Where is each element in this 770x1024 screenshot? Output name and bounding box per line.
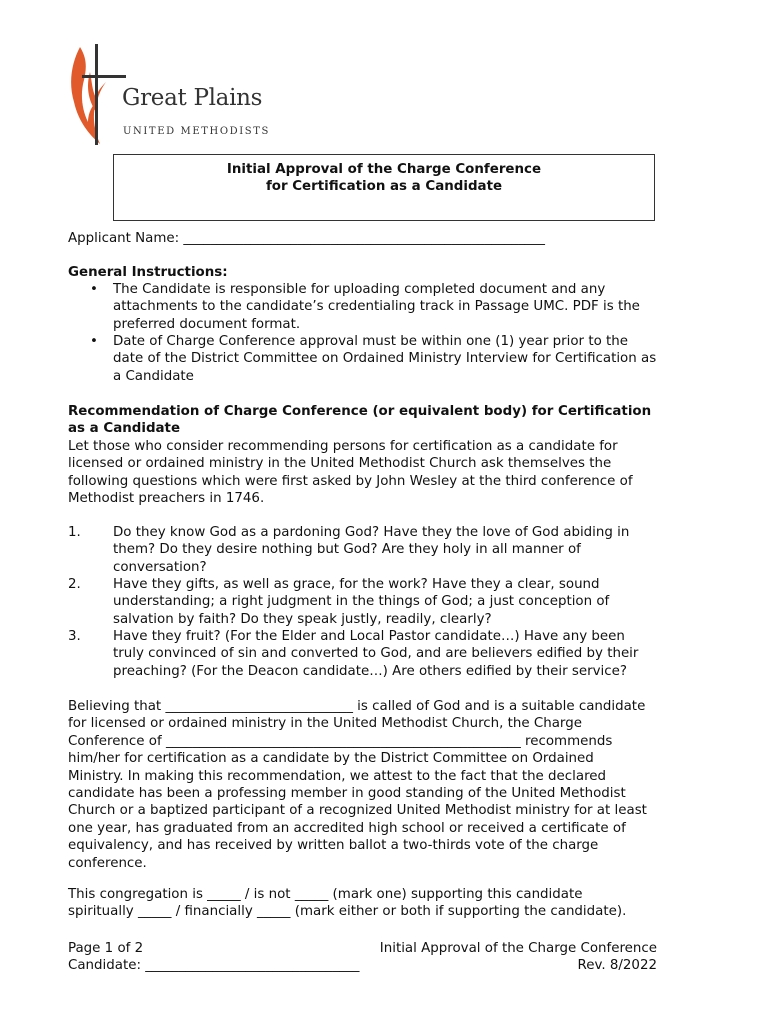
bullet-line: preferred document format. <box>113 316 301 332</box>
congregation-line[interactable]: spiritually _____ / financially _____ (mark either or both if supporting the candidate). <box>68 904 627 920</box>
candidate-field[interactable]: Candidate: ________________________________ <box>68 958 360 973</box>
question-line: conversation? <box>113 559 207 575</box>
bullet-line: Date of Charge Conference approval must be within one (1) year prior to the <box>113 334 628 349</box>
bullet-line: a Candidate <box>113 368 194 384</box>
question-item <box>113 576 713 628</box>
cross-horizontal <box>82 75 126 78</box>
paragraph-line: candidate has been a professing member in good standing of the United Methodist <box>68 786 626 802</box>
org-subtitle: UNITED METHODISTS <box>123 126 270 137</box>
intro-line: licensed or ordained ministry in the United Methodist Church ask themselves the <box>68 456 612 472</box>
question-item <box>113 628 713 680</box>
heading-line: Recommendation of Charge Conference (or equivalent body) for Certification <box>68 404 652 419</box>
question-line: Do they know God as a pardoning God? Have they the love of God abiding in <box>113 525 630 540</box>
paragraph-line: conference. <box>68 855 147 871</box>
paragraph-line: for licensed or ordained ministry in the United Methodist Church, the Charge <box>68 716 582 732</box>
page-number: Page 1 of 2 <box>68 941 144 956</box>
list-item <box>113 281 713 333</box>
applicant-name-field[interactable]: Applicant Name: ______________________________________________________ <box>68 231 545 246</box>
paragraph-line[interactable]: Conference of _____________________________________________________ recommends <box>68 733 613 749</box>
believing-paragraph <box>68 698 728 872</box>
intro-line: Methodist preachers in 1746. <box>68 491 265 507</box>
question-line: preaching? (For the Deacon candidate…) Are others edified by their service? <box>113 663 627 679</box>
bullet-line: date of the District Committee on Ordained Ministry Interview for Certification as <box>113 351 657 367</box>
paragraph-line: him/her for certification as a candidate by the District Committee on Ordained <box>68 751 594 767</box>
question-line: Have they gifts, as well as grace, for the work? Have they a clear, sound <box>113 577 600 592</box>
recommendation-intro <box>68 438 708 508</box>
org-name: Great Plains <box>122 85 263 111</box>
paragraph-line: equivalency, and has received by written ballot a two-thirds vote of the charge <box>68 838 599 854</box>
paragraph-line[interactable]: Believing that ____________________________ is called of God and is a suitable candidate <box>68 699 646 714</box>
question-number: 1. <box>68 525 81 540</box>
heading-line: as a Candidate <box>68 421 181 437</box>
title-line-1: Initial Approval of the Charge Conference <box>226 162 542 177</box>
bullet-line: attachments to the candidate’s credentialing track in Passage UMC. PDF is the <box>113 299 640 315</box>
list-item <box>113 333 713 385</box>
paragraph-line: Church or a baptized participant of a recognized United Methodist ministry for at least <box>68 803 647 819</box>
congregation-support <box>68 886 728 921</box>
question-line: them? Do they desire nothing but God? Are they holy in all manner of <box>113 542 581 558</box>
cross-vertical <box>95 44 98 145</box>
bullet-line: The Candidate is responsible for uploading completed document and any <box>113 282 606 297</box>
question-item <box>113 524 713 576</box>
question-line: salvation by faith? Do they speak justly, readily, clearly? <box>113 611 492 627</box>
title-line-2: for Certification as a Candidate <box>265 179 503 195</box>
general-instructions-heading: General Instructions: <box>68 265 228 280</box>
title-box <box>113 154 655 221</box>
paragraph-line: one year, has graduated from an accredited high school or received a certificate of <box>68 820 626 836</box>
footer-doc-title: Initial Approval of the Charge Conference <box>379 941 657 956</box>
question-line: Have they fruit? (For the Elder and Local Pastor candidate…) Have any been <box>113 629 625 644</box>
question-line: truly convinced of sin and converted to God, and are believers edified by their <box>113 646 639 662</box>
intro-line: Let those who consider recommending persons for certification as a candidate for <box>68 439 618 454</box>
paragraph-line: Ministry. In making this recommendation, we attest to the fact that the declared <box>68 768 607 784</box>
bullet-icon: • <box>90 334 98 349</box>
question-number: 2. <box>68 577 81 592</box>
question-number: 3. <box>68 629 81 644</box>
recommendation-heading <box>68 403 728 438</box>
congregation-line[interactable]: This congregation is _____ / is not _____ (mark one) supporting this candidate <box>68 887 583 902</box>
footer-revision: Rev. 8/2022 <box>577 958 657 973</box>
question-line: understanding; a right judgment in the things of God; a just conception of <box>113 594 610 610</box>
bullet-icon: • <box>90 282 98 297</box>
intro-line: following questions which were first asked by John Wesley at the third conference of <box>68 473 633 489</box>
